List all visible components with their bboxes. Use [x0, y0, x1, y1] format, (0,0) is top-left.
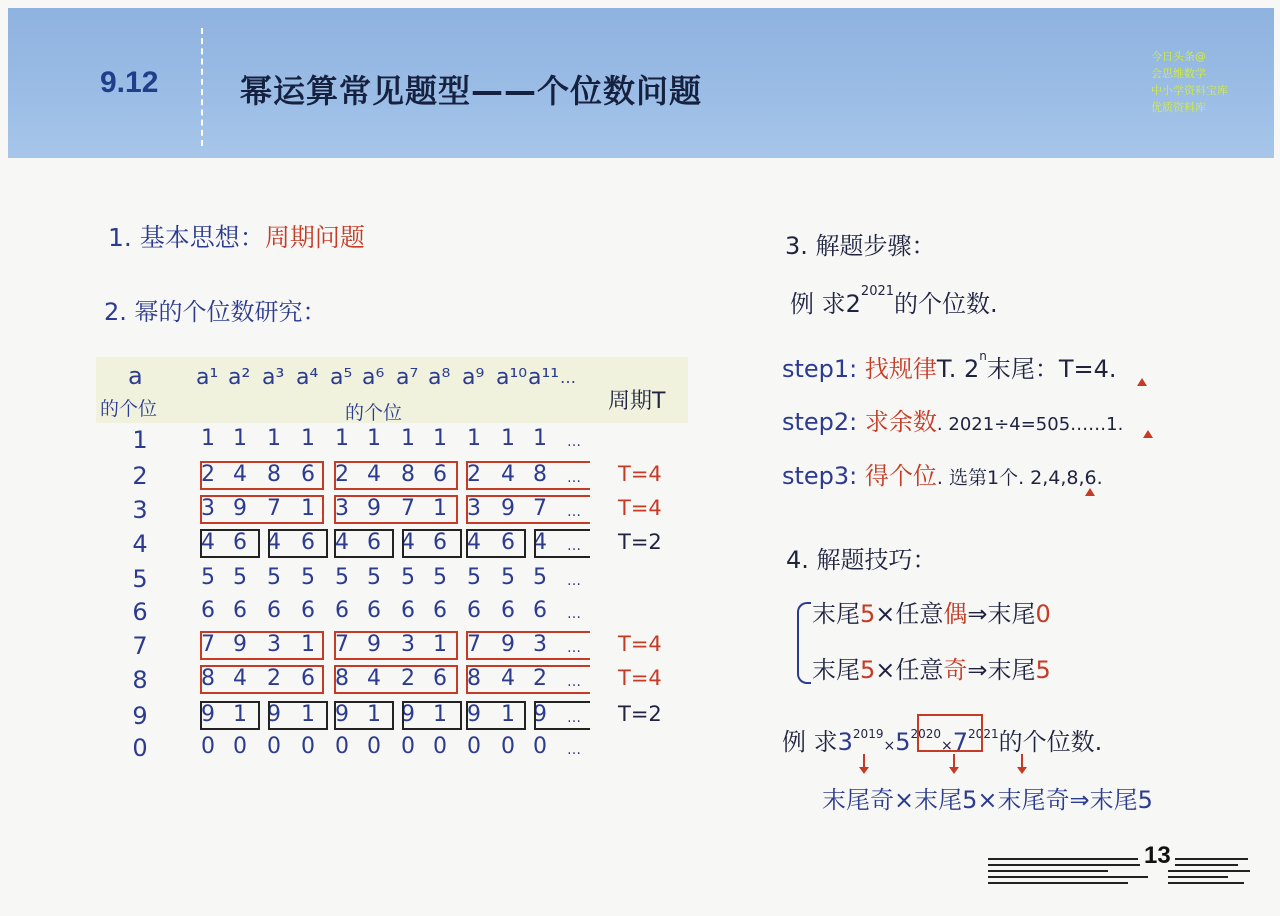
period-header: 周期T	[608, 389, 666, 414]
step2-label: step2:	[782, 408, 858, 436]
s3-example-pre: 例 求	[790, 290, 846, 318]
table-row	[0, 565, 1280, 595]
row-digit: 5	[335, 565, 349, 590]
row-digit: 5	[433, 565, 447, 590]
step1-sup: n	[979, 349, 987, 363]
row-digit: 7	[467, 632, 481, 657]
footer-bar	[988, 858, 1138, 860]
section-1	[108, 218, 365, 254]
tip1-b: 5	[860, 600, 876, 628]
row-digit: 2	[267, 666, 281, 691]
row-digit: 8	[401, 462, 415, 487]
s3-example-exp: 2021	[860, 284, 895, 299]
section-1-label: 1. 基本思想：	[108, 223, 265, 252]
row-digit: 5	[267, 565, 281, 590]
row-digit: 7	[335, 632, 349, 657]
page-number: 13	[1140, 842, 1175, 870]
row-digit: 4	[467, 530, 481, 555]
powers-sub: 的个位	[345, 402, 403, 424]
row-ellipsis: …	[567, 573, 581, 589]
row-ellipsis: …	[567, 640, 581, 656]
row-digit: 9	[401, 702, 415, 727]
row-digit: 2	[335, 462, 349, 487]
row-digit: 1	[301, 496, 315, 521]
page-title: 幂运算常见题型——个位数问题	[240, 72, 703, 110]
col-a-header: a	[128, 362, 143, 390]
row-digit: 6	[301, 462, 315, 487]
row-base: 3	[132, 496, 148, 524]
row-digit: 3	[533, 632, 547, 657]
row-digit: 9	[367, 632, 381, 657]
step2	[782, 402, 1123, 437]
step3	[782, 456, 1103, 491]
period-box	[200, 665, 324, 694]
row-base: 2	[132, 462, 148, 490]
table-row	[0, 632, 1280, 662]
step3-rest: . 选第1个. 2,4,8,6.	[936, 467, 1103, 489]
row-digit: 9	[233, 496, 247, 521]
footer-bar	[1168, 858, 1248, 860]
row-digit: 0	[367, 734, 381, 759]
watermark-line: 优质资料库	[1151, 101, 1206, 114]
row-digit: 0	[201, 734, 215, 759]
period-box	[334, 665, 458, 694]
s4-example-e2: 2020	[910, 727, 942, 741]
row-digit: 4	[401, 530, 415, 555]
period-box	[466, 701, 526, 730]
row-digit: 6	[367, 598, 381, 623]
row-digit: 3	[335, 496, 349, 521]
row-ellipsis: …	[567, 742, 581, 758]
tip2-a: 末尾	[812, 656, 860, 684]
row-digit: 1	[433, 496, 447, 521]
power-label: a²	[228, 365, 251, 390]
period-box	[334, 495, 458, 524]
row-digit: 1	[433, 702, 447, 727]
step2-marker	[1143, 430, 1153, 438]
row-digit: 5	[201, 565, 215, 590]
row-digit: 1	[367, 426, 381, 451]
row-digit: 9	[201, 702, 215, 727]
row-base: 1	[132, 426, 148, 454]
header-banner	[8, 8, 1274, 158]
row-digit: 1	[433, 426, 447, 451]
row-digit: 9	[335, 702, 349, 727]
s4-example-e3: 2021	[968, 727, 999, 741]
row-digit: 1	[501, 702, 515, 727]
period-box	[334, 701, 394, 730]
footer-bar	[1168, 882, 1244, 884]
row-digit: 6	[301, 666, 315, 691]
row-digit: 6	[301, 530, 315, 555]
power-label: a⁶	[362, 365, 385, 390]
row-digit: 1	[233, 426, 247, 451]
row-digit: 1	[301, 632, 315, 657]
row-digit: 6	[367, 530, 381, 555]
footer-bar	[988, 876, 1148, 878]
row-digit: 1	[533, 426, 547, 451]
power-label: a⁷	[396, 365, 419, 390]
step3-red: 得个位	[864, 462, 937, 490]
watermark-line: 今日头条@	[1151, 50, 1206, 63]
tip-line-1	[812, 594, 1051, 629]
step1-label: step1:	[782, 355, 858, 383]
row-period: T=4	[618, 632, 662, 656]
row-digit: 5	[367, 565, 381, 590]
row-digit: 4	[501, 462, 515, 487]
tip1-a: 末尾	[812, 600, 860, 628]
row-digit: 6	[401, 598, 415, 623]
power-label: a⁵	[330, 365, 353, 390]
row-digit: 8	[533, 462, 547, 487]
section-number: 9.12	[100, 66, 159, 99]
row-digit: 0	[401, 734, 415, 759]
table-row	[0, 496, 1280, 526]
step1-rest: T. 2	[936, 355, 980, 383]
row-digit: 7	[401, 496, 415, 521]
period-box	[200, 631, 324, 660]
section-2-label: 2. 幂的个位数研究：	[104, 298, 327, 326]
header-divider	[201, 28, 203, 146]
row-period: T=4	[618, 496, 662, 520]
footer-bar	[1168, 864, 1238, 866]
section-3-label: 3. 解题步骤：	[785, 232, 936, 260]
tip2-d: 奇	[943, 656, 968, 684]
row-digit: 4	[267, 530, 281, 555]
s4-example-b2: 5	[895, 728, 911, 756]
period-box-open	[466, 631, 590, 660]
row-digit: 4	[533, 530, 547, 555]
row-digit: 0	[433, 734, 447, 759]
tip1-d: 偶	[943, 600, 968, 628]
table-row	[0, 598, 1280, 628]
row-digit: 1	[501, 426, 515, 451]
tip2-b: 5	[860, 656, 876, 684]
row-digit: 5	[533, 565, 547, 590]
row-digit: 6	[433, 598, 447, 623]
footer-bar	[988, 870, 1108, 872]
row-base: 7	[132, 632, 148, 660]
period-box	[334, 529, 394, 558]
power-label: a⁸	[428, 365, 451, 390]
powers-ellipsis: …	[560, 368, 576, 387]
tip1-f: 0	[1035, 600, 1051, 628]
period-box-open	[466, 665, 590, 694]
s3-example	[790, 284, 998, 319]
row-base: 0	[132, 734, 148, 762]
section-4-label: 4. 解题技巧：	[786, 546, 937, 574]
row-period: T=4	[618, 666, 662, 690]
table-row	[0, 666, 1280, 696]
s4-example-b1: 3	[837, 728, 853, 756]
row-digit: 5	[501, 565, 515, 590]
row-digit: 1	[401, 426, 415, 451]
row-ellipsis: …	[567, 470, 581, 486]
row-digit: 0	[301, 734, 315, 759]
row-period: T=2	[618, 702, 662, 726]
row-digit: 4	[233, 666, 247, 691]
period-box	[200, 495, 324, 524]
period-box	[334, 461, 458, 490]
period-box	[466, 529, 526, 558]
row-digit: 6	[533, 598, 547, 623]
step1-marker	[1137, 378, 1147, 386]
row-digit: 6	[433, 530, 447, 555]
row-ellipsis: …	[567, 538, 581, 554]
row-base: 8	[132, 666, 148, 694]
row-digit: 2	[533, 666, 547, 691]
row-digit: 8	[467, 666, 481, 691]
row-digit: 6	[301, 598, 315, 623]
row-ellipsis: …	[567, 674, 581, 690]
row-ellipsis: …	[567, 606, 581, 622]
row-digit: 8	[335, 666, 349, 691]
row-digit: 5	[467, 565, 481, 590]
s4-example-x2: ×	[941, 738, 953, 754]
row-digit: 0	[533, 734, 547, 759]
power-label: a¹¹	[528, 365, 560, 390]
row-digit: 9	[267, 702, 281, 727]
power-label: a⁴	[296, 365, 319, 390]
power-label: a¹⁰	[496, 365, 528, 390]
row-digit: 7	[267, 496, 281, 521]
row-digit: 1	[233, 702, 247, 727]
footer-bar	[1168, 870, 1250, 872]
tip2-c: ×任意	[875, 656, 944, 684]
highlight-box	[917, 714, 983, 752]
row-base: 9	[132, 702, 148, 730]
power-label: a³	[262, 365, 285, 390]
period-box	[268, 529, 328, 558]
period-box	[200, 529, 260, 558]
period-box	[334, 631, 458, 660]
row-digit: 5	[233, 565, 247, 590]
row-digit: 1	[467, 426, 481, 451]
arrow-icon	[863, 754, 865, 772]
period-box	[200, 701, 260, 730]
row-digit: 4	[201, 530, 215, 555]
row-digit: 1	[267, 426, 281, 451]
row-digit: 6	[201, 598, 215, 623]
row-digit: 6	[335, 598, 349, 623]
row-digit: 7	[201, 632, 215, 657]
step2-rest: . 2021÷4=505……1.	[936, 414, 1124, 435]
brace-icon	[797, 602, 811, 684]
row-digit: 9	[533, 702, 547, 727]
arrow-icon	[1021, 754, 1023, 772]
row-digit: 3	[401, 632, 415, 657]
step2-red: 求余数	[864, 408, 937, 436]
power-label: a⁹	[462, 365, 485, 390]
s4-result: 末尾奇×末尾5×末尾奇⇒末尾5	[822, 786, 1153, 814]
row-digit: 1	[335, 426, 349, 451]
row-ellipsis: …	[567, 504, 581, 520]
col-a-sub: 的个位	[100, 398, 158, 420]
row-digit: 8	[267, 462, 281, 487]
tip1-c: ×任意	[875, 600, 944, 628]
row-digit: 9	[501, 632, 515, 657]
table-row	[0, 530, 1280, 560]
tip2-f: 5	[1035, 656, 1051, 684]
row-digit: 0	[335, 734, 349, 759]
row-base: 6	[132, 598, 148, 626]
period-box	[200, 461, 324, 490]
period-box-open	[534, 701, 590, 730]
step3-label: step3:	[782, 462, 858, 490]
row-digit: 1	[367, 702, 381, 727]
row-digit: 1	[301, 702, 315, 727]
step3-marker	[1085, 488, 1095, 496]
tip2-e: ⇒末尾	[967, 656, 1036, 684]
row-digit: 8	[201, 666, 215, 691]
period-box-open	[466, 495, 590, 524]
row-digit: 6	[467, 598, 481, 623]
footer-bar	[1168, 876, 1228, 878]
footer-decoration	[988, 856, 1250, 890]
row-digit: 6	[433, 462, 447, 487]
row-ellipsis: …	[567, 434, 581, 450]
row-digit: 4	[335, 530, 349, 555]
period-box	[402, 701, 462, 730]
arrow-icon	[953, 754, 955, 772]
step1-red: 找规律	[864, 355, 937, 383]
period-box	[268, 701, 328, 730]
row-digit: 6	[433, 666, 447, 691]
footer-bar	[988, 864, 1158, 866]
row-digit: 6	[267, 598, 281, 623]
watermark-line: 中小学资料宝库	[1151, 84, 1228, 97]
row-digit: 6	[233, 530, 247, 555]
row-digit: 4	[367, 666, 381, 691]
row-base: 5	[132, 565, 148, 593]
row-digit: 5	[301, 565, 315, 590]
s4-example-post: 的个位数.	[998, 728, 1103, 756]
row-digit: 2	[467, 462, 481, 487]
row-digit: 6	[233, 598, 247, 623]
row-digit: 0	[501, 734, 515, 759]
s4-example-b3: 7	[952, 728, 969, 756]
period-box	[402, 529, 462, 558]
row-digit: 9	[467, 702, 481, 727]
row-digit: 2	[201, 462, 215, 487]
row-base: 4	[132, 530, 148, 558]
s3-example-post: 的个位数.	[894, 290, 998, 318]
row-digit: 6	[501, 598, 515, 623]
step1	[782, 349, 1117, 384]
watermark-line: 会思维数学	[1151, 67, 1206, 80]
row-digit: 3	[467, 496, 481, 521]
s4-example-x1: ×	[883, 738, 896, 754]
s4-example-e1: 2019	[852, 727, 884, 741]
watermark	[1151, 48, 1228, 116]
row-period: T=2	[618, 530, 662, 554]
period-box-open	[534, 529, 590, 558]
row-digit: 3	[267, 632, 281, 657]
row-digit: 1	[201, 426, 215, 451]
s4-example-pre: 例 求	[782, 728, 838, 756]
row-digit: 0	[267, 734, 281, 759]
s3-example-base: 2	[845, 290, 861, 318]
power-label: a¹	[196, 365, 219, 390]
section-1-value: 周期问题	[264, 223, 365, 252]
row-digit: 1	[301, 426, 315, 451]
row-digit: 9	[501, 496, 515, 521]
row-digit: 1	[433, 632, 447, 657]
tip1-e: ⇒末尾	[967, 600, 1036, 628]
row-digit: 0	[467, 734, 481, 759]
row-digit: 4	[367, 462, 381, 487]
row-digit: 9	[367, 496, 381, 521]
footer-bar	[988, 882, 1128, 884]
row-digit: 0	[233, 734, 247, 759]
tip-line-2	[812, 650, 1051, 685]
row-ellipsis: …	[567, 710, 581, 726]
row-digit: 2	[401, 666, 415, 691]
period-box-open	[466, 461, 590, 490]
row-period: T=4	[618, 462, 662, 486]
row-digit: 9	[233, 632, 247, 657]
row-digit: 6	[501, 530, 515, 555]
row-digit: 3	[201, 496, 215, 521]
row-digit: 7	[533, 496, 547, 521]
row-digit: 5	[401, 565, 415, 590]
row-digit: 4	[501, 666, 515, 691]
step1-rest2: 末尾：T=4.	[986, 355, 1117, 383]
row-digit: 4	[233, 462, 247, 487]
